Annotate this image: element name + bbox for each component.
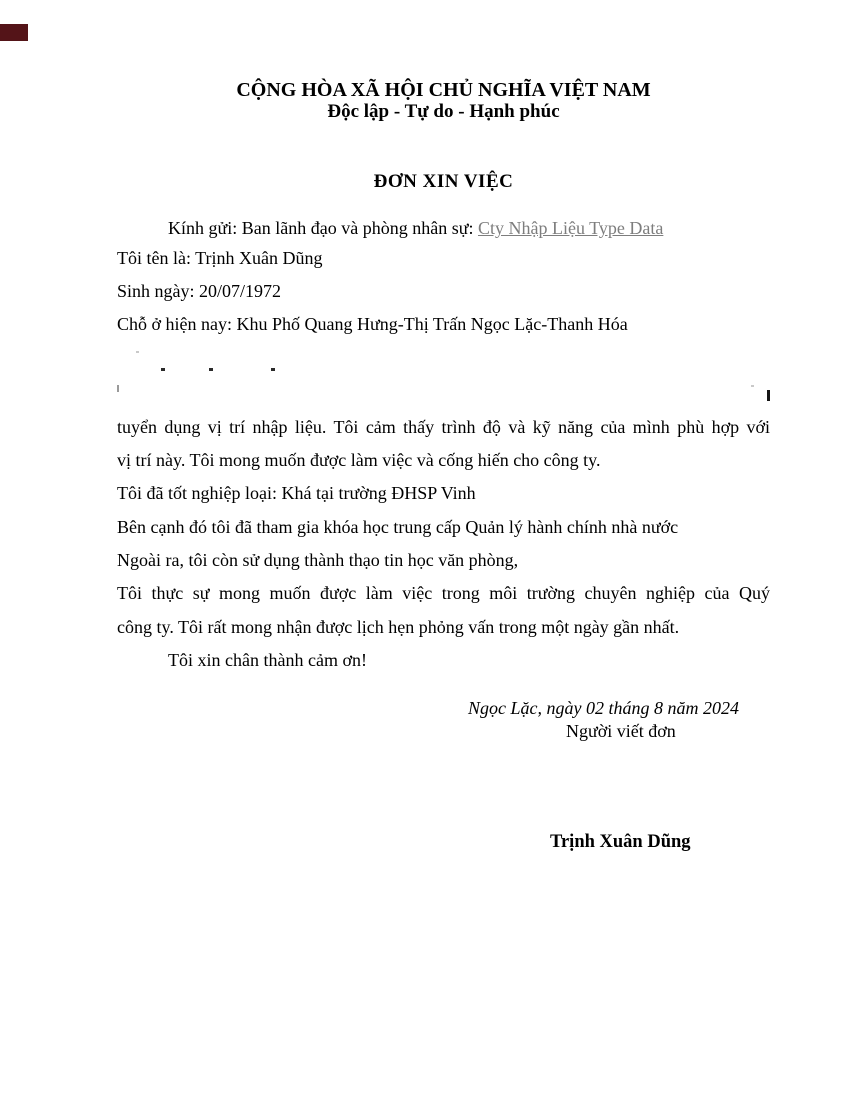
education-line: Tôi đã tốt nghiệp loại: Khá tại trường ĐHSP Vinh: [117, 483, 476, 503]
signer-role: Người viết đơn: [566, 721, 676, 741]
clipped-line-dot: [271, 368, 275, 371]
course-line: Bên cạnh đó tôi đã tham gia khóa học trung cấp Quản lý hành chính nhà nước: [117, 517, 679, 537]
salutation-line: [117, 216, 663, 240]
signer-name: Trịnh Xuân Dũng: [550, 832, 691, 852]
clipped-line-dot: [209, 368, 213, 371]
national-motto-line2: Độc lập - Tự do - Hạnh phúc: [327, 101, 560, 122]
clipped-line-dot: [161, 368, 165, 371]
clipped-line-tick: [117, 385, 119, 392]
corner-artifact-block: [0, 24, 28, 41]
address-line: Chỗ ở hiện nay: Khu Phố Quang Hưng-Thị Trấn Ngọc Lặc-Thanh Hóa: [117, 314, 628, 334]
salutation-text: Kính gửi: Ban lãnh đạo và phòng nhân sự:: [168, 218, 478, 238]
clipped-line-speck: [751, 385, 754, 387]
thanks-line: Tôi xin chân thành cảm ơn!: [168, 650, 367, 670]
clipped-line-speck: [136, 351, 139, 353]
national-motto-line1: CỘNG HÒA XÃ HỘI CHỦ NGHĨA VIỆT NAM: [236, 79, 651, 101]
wish-line-1: Tôi thực sự mong muốn được làm việc trong môi trường chuyên nghiệp của Quý: [117, 583, 770, 603]
birth-date-line: Sinh ngày: 20/07/1972: [117, 281, 282, 301]
skills-line: Ngoài ra, tôi còn sử dụng thành thạo tin học văn phòng,: [117, 550, 519, 570]
date-place-line: Ngọc Lặc, ngày 02 tháng 8 năm 2024: [468, 698, 739, 718]
wish-line-2: công ty. Tôi rất mong nhận được lịch hẹn phỏng vấn trong một ngày gần nhất.: [117, 617, 680, 637]
document-title: ĐƠN XIN VIỆC: [373, 171, 514, 192]
company-link[interactable]: Cty Nhập Liệu Type Data: [477, 218, 664, 238]
applicant-name-line: Tôi tên là: Trịnh Xuân Dũng: [117, 248, 323, 268]
paragraph-line-1: tuyển dụng vị trí nhập liệu. Tôi cảm thấy trình độ và kỹ năng của mình phù hợp với: [117, 417, 770, 437]
clipped-line-bar: [767, 390, 770, 401]
paragraph-line-2: vị trí này. Tôi mong muốn được làm việc và cống hiến cho công ty.: [117, 450, 601, 470]
